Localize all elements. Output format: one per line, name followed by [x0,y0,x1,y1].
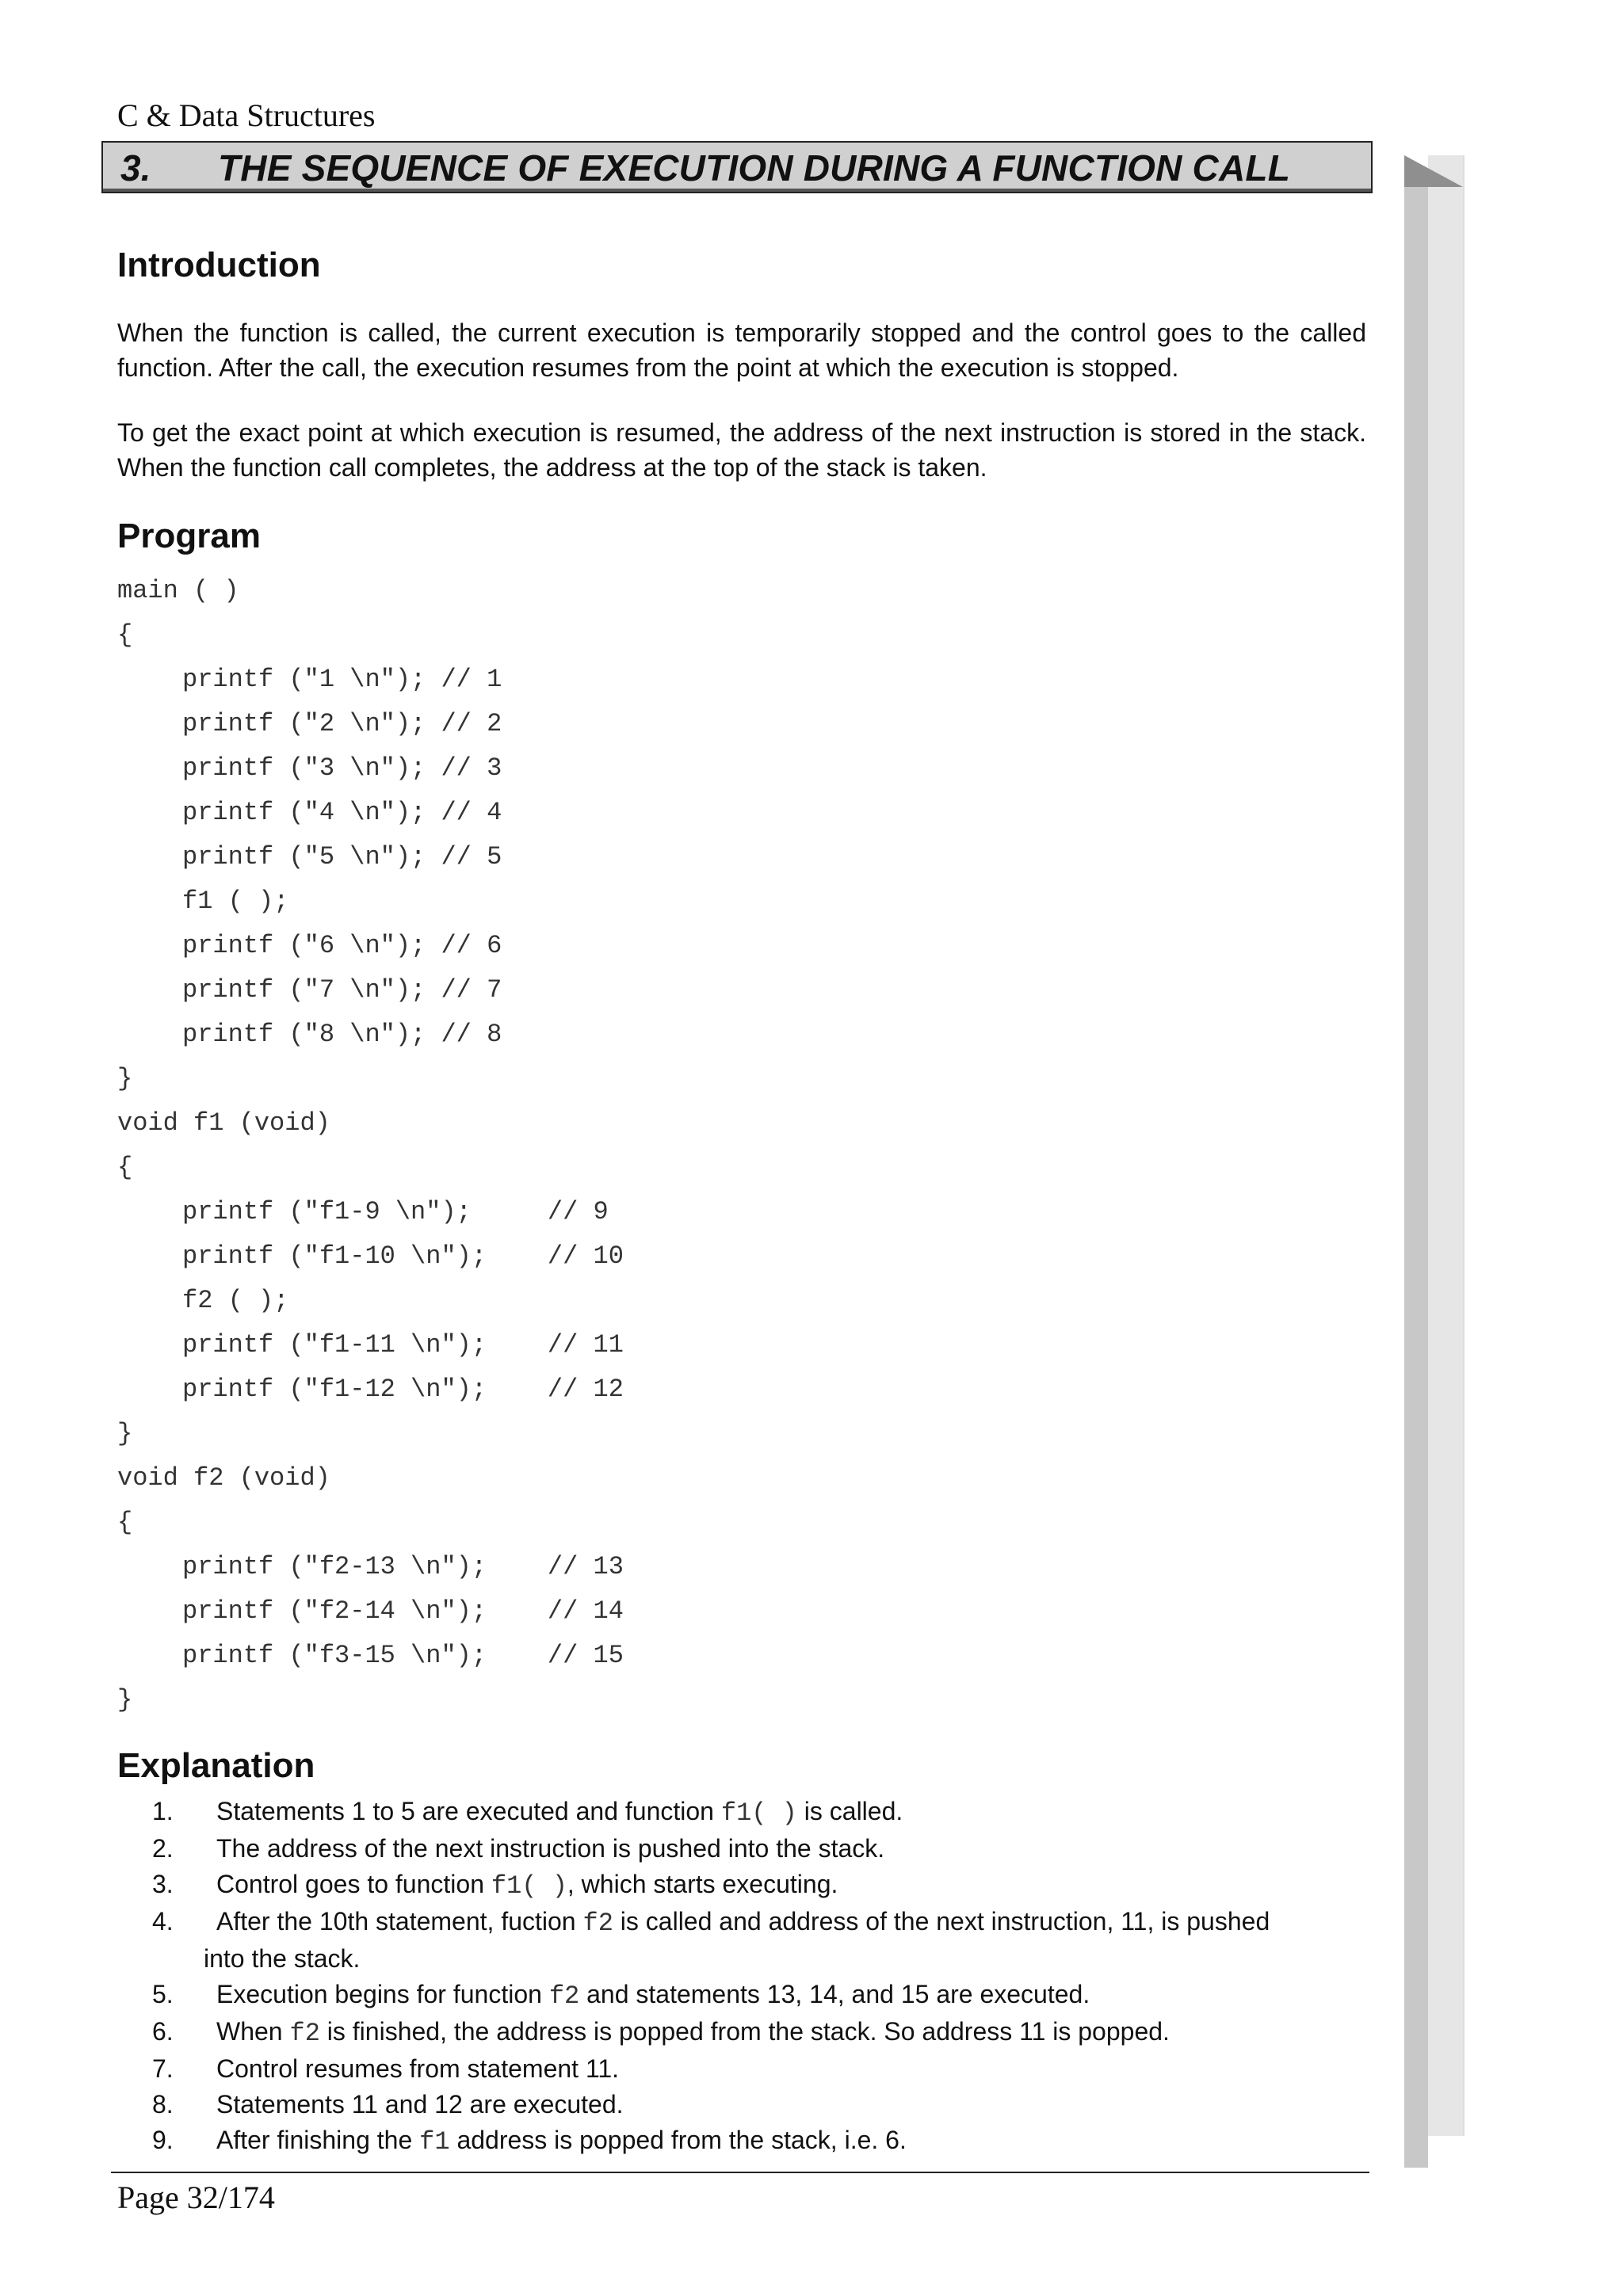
code-line: printf ("f3-15 \n"); // 15 [182,1641,624,1670]
item-number: 3. [152,1870,174,1898]
code-line: printf ("1 \n"); // 1 [182,665,502,694]
code-line: printf ("7 \n"); // 7 [182,975,502,1005]
code-line: f1 ( ); [182,887,289,916]
item-text: After finishing the [216,2126,420,2154]
explanation-item [117,2014,1366,2051]
code-line: printf ("f1-10 \n"); // 10 [182,1241,624,1271]
program-heading: Program [117,517,261,555]
chapter-number: 3. [120,147,151,189]
code-identifier: f1 [419,2127,450,2157]
item-number: 8. [152,2090,174,2119]
item-text: is called and address of the next instruction, 11, is pushed [613,1907,1270,1936]
introduction-heading: Introduction [117,246,321,284]
code-line: printf ("6 \n"); // 6 [182,931,502,960]
code-line: } [117,1064,133,1093]
item-text: Control resumes from statement 11. [216,2054,620,2083]
code-line: printf ("f2-14 \n"); // 14 [182,1596,624,1626]
item-text: Control goes to function [216,1870,491,1898]
item-number: 4. [152,1907,174,1936]
side-bar-face [1428,155,1465,2136]
code-line: printf ("f1-12 \n"); // 12 [182,1375,624,1404]
explanation-item [117,2087,1366,2122]
code-line: printf ("4 \n"); // 4 [182,798,502,827]
item-text: and statements 13, 14, and 15 are executed. [579,1980,1090,2008]
item-text: Execution begins for function [216,1980,549,2008]
item-text: When [216,2017,290,2046]
code-line: { [117,1508,133,1537]
explanation-item [117,2122,1366,2160]
item-text-continuation: into the stack. [204,1944,361,1973]
chapter-title: THE SEQUENCE OF EXECUTION DURING A FUNCTION CALL [218,147,1290,189]
code-identifier: f1( ) [720,1798,797,1828]
code-line: void f2 (void) [117,1463,330,1493]
code-line: } [117,1419,133,1448]
explanation-item [117,1977,1366,2014]
running-head: C & Data Structures [117,97,376,133]
item-text: is finished, the address is popped from the stack. So address 11 is popped. [319,2017,1170,2046]
explanation-item [117,2051,1366,2087]
code-identifier: f1( ) [491,1871,567,1901]
footer-rule [111,2172,1369,2173]
item-text: is called. [796,1797,903,1825]
code-line: f2 ( ); [182,1286,289,1315]
code-line: printf ("f2-13 \n"); // 13 [182,1552,624,1581]
explanation-item [117,1904,1366,1977]
item-text: , which starts executing. [567,1870,838,1898]
item-number: 7. [152,2054,174,2083]
explanation-item [117,1831,1366,1867]
code-line: printf ("5 \n"); // 5 [182,842,502,871]
code-line: printf ("2 \n"); // 2 [182,709,502,738]
program-code [117,569,624,1722]
item-number: 9. [152,2126,174,2154]
side-bar-decoration [1404,187,1428,2168]
code-line: } [117,1685,133,1714]
item-text: After the 10th statement, fuction [216,1907,583,1936]
code-identifier: f2 [582,1909,613,1938]
item-text: Statements 11 and 12 are executed. [216,2090,624,2119]
code-identifier: f2 [289,2019,320,2048]
code-line: printf ("8 \n"); // 8 [182,1020,502,1049]
item-number: 6. [152,2017,174,2046]
explanation-item [117,1794,1366,1831]
explanation-list [117,1794,1366,2160]
code-identifier: f2 [548,1981,580,2011]
explanation-heading: Explanation [117,1746,315,1785]
item-number: 1. [152,1797,174,1825]
explanation-item [117,1867,1366,1904]
side-bar-top [1404,155,1463,187]
chapter-heading-box [101,141,1373,193]
intro-paragraph-1: When the function is called, the current execution is temporarily stopped and the control goes to the called function. After the call, the execution resumes from the point at which the execution is stopped. [117,318,1366,382]
item-number: 5. [152,1980,174,2008]
code-line: main ( ) [117,576,239,605]
page-number: Page 32/174 [117,2180,275,2215]
code-line: printf ("3 \n"); // 3 [182,753,502,783]
code-line: printf ("f1-11 \n"); // 11 [182,1330,624,1360]
item-text: The address of the next instruction is pushed into the stack. [216,1834,885,1863]
code-line: void f1 (void) [117,1108,330,1138]
code-line: printf ("f1-9 \n"); // 9 [182,1197,609,1226]
item-text: address is popped from the stack, i.e. 6. [449,2126,907,2154]
code-line: { [117,1153,133,1182]
item-number: 2. [152,1834,174,1863]
intro-paragraph-2: To get the exact point at which execution is resumed, the address of the next instruction is stored in the stack. When the function call completes, the address at the top of the stack is taken. [117,418,1366,482]
code-line: { [117,620,133,650]
item-text: Statements 1 to 5 are executed and function [216,1797,721,1825]
